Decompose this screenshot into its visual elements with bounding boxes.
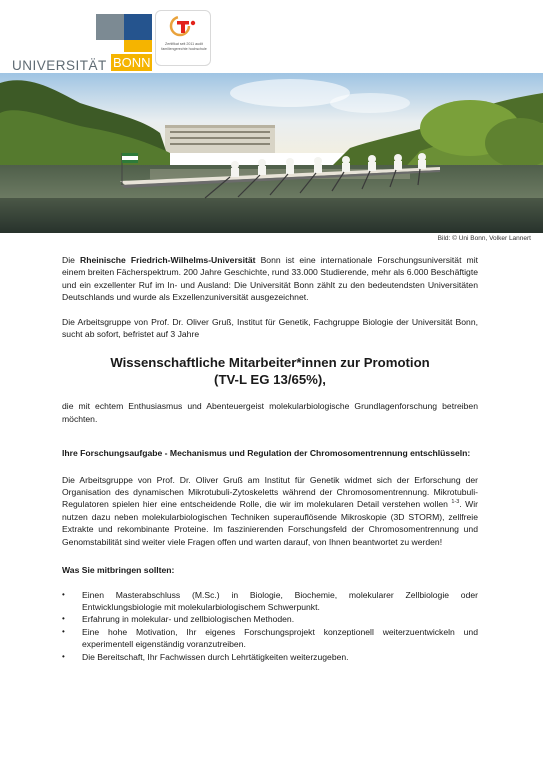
- bullet-icon: •: [62, 614, 65, 624]
- logo-square-grey: [96, 14, 124, 40]
- photo-illustration: [0, 73, 543, 233]
- position-title-line1: Wissenschaftliche Mitarbeiter*innen zur Promotion: [110, 355, 430, 371]
- requirements-heading: Was Sie mitbringen sollten:: [62, 565, 175, 576]
- rowing-photo: [0, 73, 543, 233]
- research-text-2: . Wir nutzen dazu neben molekularbiologischen Techniken superauflösende Mikroskopie (3D STORM), zellfreie Extrakte und rekombinante Proteine. Im faszinierenden Forschungsfeld der Chromosomentrennung und Genomstabilität sind weiter viele Fragen offen und warten darauf, von Ihnen beantwortet zu werden!: [62, 499, 478, 547]
- family-audit-certificate: [155, 10, 211, 66]
- intro-paragraph: [62, 254, 478, 304]
- bullet-icon: •: [62, 589, 65, 599]
- position-title-line2: (TV-L EG 13/65%),: [214, 372, 326, 388]
- list-item-text: Die Bereitschaft, Ihr Fachwissen durch Lehrtätigkeiten weiterzugeben.: [82, 651, 349, 662]
- photo-caption: Bild: © Uni Bonn, Volker Lannert: [437, 235, 531, 242]
- audit-icon: [168, 15, 198, 37]
- university-name: Rheinische Friedrich-Wilhelms-Universität: [79, 255, 256, 265]
- research-text-1: Die Arbeitsgruppe von Prof. Dr. Oliver Gruß am Institut für Genetik widmet sich der Erforschung der Organisation des dynamischen Mikrotubuli-Zytoskeletts während der Chromosomentrennung. Mikrotubuli-Regulatoren spielen hier eine entscheidende Rolle, die wir im molekularen Detail verstehen wollen: [62, 474, 478, 510]
- intro-pre: Die: [62, 255, 80, 265]
- requirements-list: [62, 589, 478, 663]
- certificate-text: Zertifikat seit 2011 audit familiengerechte hochschule: [161, 42, 207, 51]
- research-paragraph: [62, 474, 478, 548]
- group-paragraph: Die Arbeitsgruppe von Prof. Dr. Oliver Gruß, Institut für Genetik, Fachgruppe Biologie der Universität Bonn, sucht ab sofort, befristet auf 3 Jahre: [62, 316, 478, 340]
- research-heading: Ihre Forschungsaufgabe - Mechanismus und Regulation der Chromosomentrennung entschlüsseln:: [62, 448, 471, 459]
- list-item-text: Eine hohe Motivation, Ihr eigenes Forschungsprojekt konzeptionell weiterzuentwickeln und experimentell eigenständig voranzutreiben.: [82, 626, 478, 650]
- bullet-icon: •: [62, 626, 65, 636]
- list-item: [62, 613, 478, 625]
- position-title: [62, 354, 478, 388]
- list-item-text: Einen Masterabschluss (M.Sc.) in Biologie, Biochemie, molekularer Zellbiologie oder Entwicklungsbiologie mit molekularbiologischem Schwerpunkt.: [82, 589, 478, 612]
- header: [0, 0, 543, 72]
- list-item: [62, 651, 478, 663]
- logo-text-bonn: BONN: [113, 55, 151, 70]
- list-item-text: Erfahrung in molekular- und zellbiologischen Methoden.: [82, 614, 295, 625]
- intro-post: Bonn ist eine internationale Forschungsuniversität mit einem breiten Fächerspektrum. 200 Jahre Geschichte, rund 33.000 Studierende, mehr als 6.000 Beschäftigte und ein exzellenter Ruf im In- und Ausland: Die Universität Bonn zählt zu den bedeutendsten Universitäten Deutschlands und wurde als Exzellenzuniversität ausgezeichnet.: [62, 255, 479, 303]
- university-logo: [12, 14, 152, 73]
- logo-text-universitaet: UNIVERSITÄT: [12, 58, 107, 73]
- logo-square-blue: [124, 14, 152, 40]
- list-item: [62, 626, 478, 651]
- after-title-paragraph: die mit echtem Enthusiasmus und Abenteuergeist molekularbiologische Grundlagenforschung betreiben möchten.: [62, 401, 478, 424]
- logo-square-yellow: [124, 40, 152, 52]
- job-posting: [62, 254, 478, 663]
- list-item: [62, 589, 478, 614]
- bullet-icon: •: [62, 651, 65, 661]
- reference-superscript: 1-3: [451, 499, 460, 506]
